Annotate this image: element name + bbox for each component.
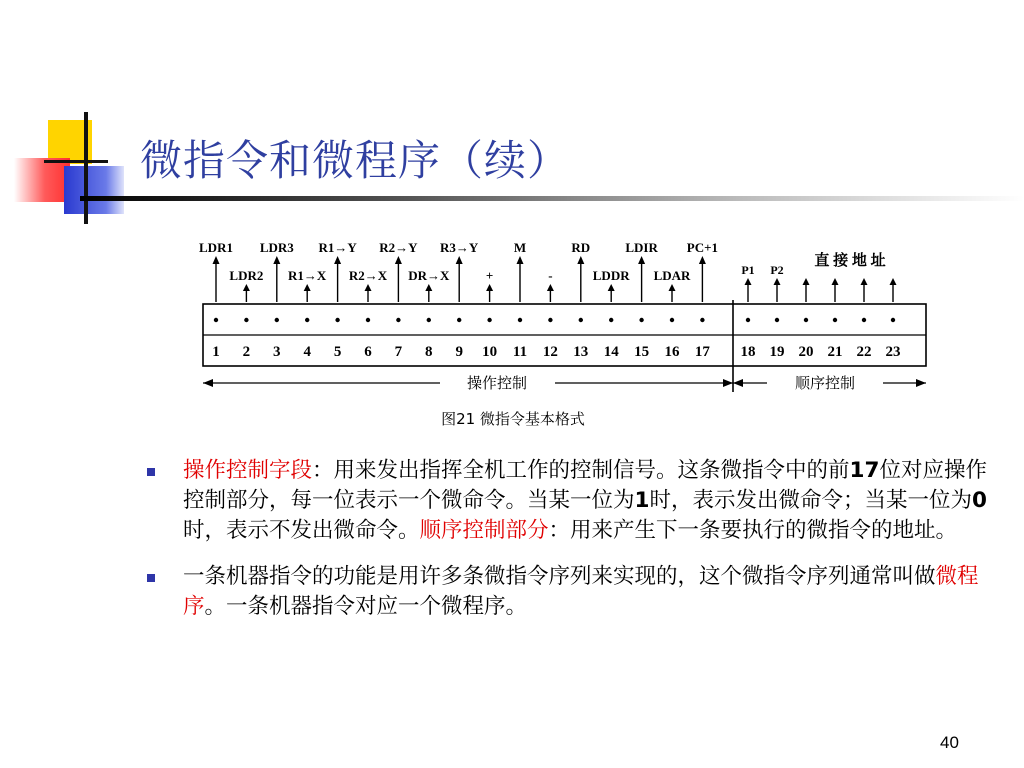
bit-dot	[833, 318, 837, 322]
bit-dot	[670, 318, 674, 322]
bullet-list	[145, 456, 995, 638]
bit-number: 8	[425, 344, 433, 360]
signal-label: -	[548, 268, 553, 283]
signal-label: LDAR	[653, 268, 691, 283]
signal-label: LDR2	[229, 268, 264, 283]
operation-field-label: 操作控制	[466, 374, 528, 392]
bit-dot	[335, 318, 339, 322]
bit-dot	[548, 318, 552, 322]
bit-dot	[244, 318, 248, 322]
bit-number: 6	[364, 344, 372, 360]
signal-label: LDDR	[592, 268, 630, 283]
bit-number: 18	[740, 344, 756, 360]
bullet-text: 时，表示发出微命令；当某一位为	[649, 488, 972, 513]
bit-dot	[579, 318, 583, 322]
bit-dot	[487, 318, 491, 322]
bit-number: 23	[885, 344, 901, 360]
highlight-operation-field: 操作控制字段	[183, 458, 313, 483]
bullet-text: 。一条机器指令对应一个微程序。	[204, 594, 528, 619]
signal-label: R1→X	[288, 268, 327, 283]
signal-label: R3→Y	[440, 240, 479, 255]
bullet-text: ：用来发出指挥全机工作的控制信号。这条微指令中的前	[312, 458, 850, 483]
bullet-icon	[147, 468, 155, 476]
signal-label: LDR3	[259, 240, 294, 255]
highlight-microprogram: 微程序	[183, 564, 979, 619]
sequence-field-label: 顺序控制	[794, 374, 856, 392]
bit-number: 17	[694, 344, 710, 360]
bit-dots	[214, 318, 895, 322]
bold-number: 1	[634, 488, 650, 513]
page-number: 40	[940, 733, 959, 752]
upper-signal-labels	[199, 240, 718, 255]
bit-number: 22	[856, 344, 872, 360]
sequence-signal-label: P2	[770, 263, 784, 277]
bit-number: 1	[212, 344, 220, 360]
vertical-rule	[84, 112, 88, 224]
bullet-text: 一条机器指令的功能是用许多条微指令序列来实现的，这个微指令序列通常叫做	[183, 564, 936, 589]
signal-label: R2→Y	[379, 240, 418, 255]
signal-label: LDR1	[199, 240, 233, 255]
bit-dot	[275, 318, 279, 322]
sequence-signal-label: P1	[741, 263, 755, 277]
signal-label: PC+1	[686, 240, 719, 255]
bullet-item-1	[145, 456, 995, 546]
bit-number: 4	[303, 344, 311, 360]
bit-dot	[214, 318, 218, 322]
signal-label: RD	[571, 240, 591, 255]
lower-signal-labels	[229, 263, 783, 283]
bullet-item-2	[145, 562, 995, 622]
bit-number: 11	[512, 344, 528, 360]
title-underline	[80, 196, 1024, 201]
direct-address-label: 直 接 地 址	[814, 253, 886, 269]
bit-dot	[746, 318, 750, 322]
figure-caption: 图21 微指令基本格式	[441, 410, 585, 428]
bit-dot	[775, 318, 779, 322]
signal-label: R2→X	[348, 268, 388, 283]
bit-number: 12	[542, 344, 558, 360]
bullet-text: ：用来产生下一条要执行的微指令的地址。	[548, 518, 958, 543]
bit-numbers	[212, 344, 900, 360]
bit-number: 9	[455, 344, 463, 360]
signal-label: M	[513, 240, 527, 255]
bit-number: 20	[798, 344, 814, 360]
bit-dot	[305, 318, 309, 322]
horizontal-rule	[44, 160, 108, 163]
microinstruction-format-figure	[195, 236, 935, 436]
bold-number: 17	[849, 458, 880, 483]
bit-dot	[700, 318, 704, 322]
bit-dot	[427, 318, 431, 322]
red-square	[14, 158, 70, 202]
bit-dot	[609, 318, 613, 322]
slide-title: 微指令和微程序（续）	[140, 136, 571, 185]
bold-number: 0	[972, 488, 987, 513]
bit-dot	[891, 318, 895, 322]
bit-number: 7	[394, 344, 403, 360]
bit-number: 14	[603, 344, 619, 360]
bit-number: 21	[827, 344, 843, 360]
signal-label: +	[485, 268, 494, 283]
bit-dot	[457, 318, 461, 322]
bit-number: 5	[333, 344, 342, 360]
bit-dot	[639, 318, 643, 322]
bit-dot	[804, 318, 808, 322]
signal-label: DR→X	[408, 268, 450, 283]
bit-number: 3	[273, 344, 281, 360]
bit-number: 13	[573, 344, 589, 360]
bullet-text: 时，表示不发出微命令。	[183, 518, 420, 543]
bit-number: 2	[242, 344, 251, 360]
blue-square	[64, 166, 124, 214]
bit-number: 19	[769, 344, 785, 360]
bullet-icon	[147, 574, 155, 582]
bit-number: 16	[664, 344, 680, 360]
signal-label: R1→Y	[318, 240, 357, 255]
bit-dot	[518, 318, 522, 322]
bit-dot	[366, 318, 370, 322]
bit-dot	[862, 318, 866, 322]
bullet-text: 位对应操作控制部分，每一位表示一个微命令。当某一位为	[183, 458, 987, 513]
highlight-sequence-field: 顺序控制部分	[419, 518, 549, 543]
bit-dot	[396, 318, 400, 322]
bit-number: 10	[482, 344, 498, 360]
signal-label: LDIR	[625, 240, 658, 255]
bit-number: 15	[634, 344, 650, 360]
